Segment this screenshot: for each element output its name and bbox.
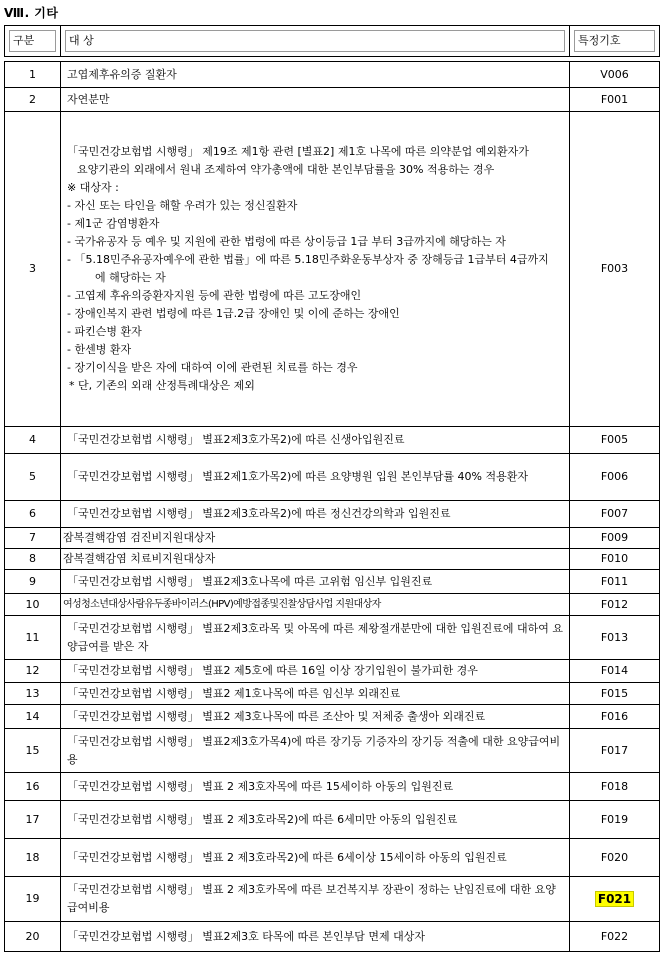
- row-target: 「국민건강보험법 시행령」 별표2제1호가목2)에 따른 요양병원 입원 본인부담률 40% 적용환자: [61, 454, 570, 501]
- row-number: 13: [5, 683, 61, 705]
- table-row: [5, 922, 660, 952]
- row-target: 「국민건강보험법 시행령」 별표 2 제3호자목에 따른 15세이하 아동의 입원진료: [61, 773, 570, 801]
- row-code: F017: [570, 729, 660, 773]
- row-target: 「국민건강보험법 시행령」 별표2제3호나목에 따른 고위험 임신부 입원진료: [61, 570, 570, 594]
- row-number: 16: [5, 773, 61, 801]
- row-target: 「국민건강보험법 시행령」 별표2제3호가목4)에 따른 장기등 기증자의 장기등 적출에 대한 요양급여비용: [61, 729, 570, 773]
- row-target: [61, 112, 570, 427]
- table-row: [5, 616, 660, 660]
- target-line: - 파킨슨병 환자: [67, 325, 142, 338]
- table-row: [5, 528, 660, 549]
- section-title: Ⅷ. 기타: [4, 6, 59, 20]
- table-row: [5, 62, 660, 88]
- target-line: - 국가유공자 등 예우 및 지원에 관한 법령에 따른 상이등급 1급 부터 3급까지에 해당하는 자: [67, 235, 506, 248]
- row-target: 「국민건강보험법 시행령」 별표2제3호라목 및 아목에 따른 제왕절개분만에 대한 입원진료에 대하여 요양급여를 받은 자: [61, 616, 570, 660]
- row-number: 20: [5, 922, 61, 952]
- table-row: [5, 454, 660, 501]
- row-code: F007: [570, 501, 660, 528]
- target-line: - 장애인복지 관련 법령에 따른 1급.2급 장애인 및 이에 준하는 장애인: [67, 307, 400, 320]
- row-target: 「국민건강보험법 시행령」 별표2 제5호에 따른 16일 이상 장기입원이 불가피한 경우: [61, 660, 570, 683]
- table-row: [5, 683, 660, 705]
- highlighted-code: F021: [595, 891, 634, 907]
- table-row: [5, 801, 660, 839]
- row-number: 1: [5, 62, 61, 88]
- target-line: - 장기이식을 받은 자에 대하여 이에 관련된 치료를 하는 경우: [67, 361, 358, 374]
- row-code: F001: [570, 88, 660, 112]
- row-number: 5: [5, 454, 61, 501]
- row-target: 「국민건강보험법 시행령」 별표2제3호라목2)에 따른 정신건강의학과 입원진료: [61, 501, 570, 528]
- table-row: [5, 839, 660, 877]
- table-row: [5, 660, 660, 683]
- row-number: 11: [5, 616, 61, 660]
- row-target: 고엽제후유의증 질환자: [61, 62, 570, 88]
- row-number: 4: [5, 427, 61, 454]
- target-line: - 제1군 감염병환자: [67, 217, 160, 230]
- table-row: [5, 112, 660, 427]
- row-number: 2: [5, 88, 61, 112]
- row-target: 자연분만: [61, 88, 570, 112]
- target-line: - 한센병 환자: [67, 343, 132, 356]
- row-target: 「국민건강보험법 시행령」 별표2제3호가목2)에 따른 신생아입원진료: [61, 427, 570, 454]
- target-line: * 단, 기존의 외래 산정특례대상은 제외: [69, 379, 255, 392]
- row-target: 「국민건강보험법 시행령」 별표2제3호 타목에 따른 본인부담 면제 대상자: [61, 922, 570, 952]
- target-line: 요양기관의 외래에서 원내 조제하여 약가총액에 대한 본인부담률을 30% 적용하는 경우: [77, 163, 495, 176]
- table-row: [5, 773, 660, 801]
- table-row: [5, 570, 660, 594]
- row-number: 15: [5, 729, 61, 773]
- target-line: - 고엽제 후유의증환자지원 등에 관한 법령에 따른 고도장애인: [67, 289, 362, 302]
- table-row: [5, 88, 660, 112]
- row-code: F013: [570, 616, 660, 660]
- row-number: 7: [5, 528, 61, 549]
- row-target: 「국민건강보험법 시행령」 별표2 제1호나목에 따른 임신부 외래진료: [61, 683, 570, 705]
- target-line: 「국민건강보험법 시행령」 제19조 제1항 관련 [별표2] 제1호 나목에 따른 의약분업 예외환자가: [67, 145, 529, 158]
- row-code: F010: [570, 549, 660, 570]
- row-code: [570, 877, 660, 922]
- row-code: F011: [570, 570, 660, 594]
- row-code: F009: [570, 528, 660, 549]
- target-line: ※ 대상자 :: [67, 181, 119, 194]
- row-target: 여성청소년대상사람유두종바이러스(HPV)예방접종및진찰상담사업 지원대상자: [61, 594, 570, 616]
- target-line: - 「5.18민주유공자예우에 관한 법률」에 따른 5.18민주화운동부상자 중 장해등급 1급부터 4급까지: [67, 253, 549, 266]
- table-row: [5, 549, 660, 570]
- row-number: 3: [5, 112, 61, 427]
- table-row: [5, 427, 660, 454]
- header-category: 구분: [5, 26, 61, 57]
- row-number: 8: [5, 549, 61, 570]
- row-code: F006: [570, 454, 660, 501]
- header-code: 특정기호: [570, 26, 660, 57]
- row-target: 잠복결핵감염 검진비지원대상자: [61, 528, 570, 549]
- row-number: 9: [5, 570, 61, 594]
- row-code: F003: [570, 112, 660, 427]
- table-row: [5, 729, 660, 773]
- row-number: 10: [5, 594, 61, 616]
- row-number: 6: [5, 501, 61, 528]
- table-row: [5, 594, 660, 616]
- row-number: 18: [5, 839, 61, 877]
- code-table: [4, 25, 660, 952]
- row-code: F020: [570, 839, 660, 877]
- row-number: 12: [5, 660, 61, 683]
- row-code: V006: [570, 62, 660, 88]
- row-target: 「국민건강보험법 시행령」 별표 2 제3호라목2)에 따른 6세미만 아동의 입원진료: [61, 801, 570, 839]
- row-target: 「국민건강보험법 시행령」 별표 2 제3호라목2)에 따른 6세이상 15세이하 아동의 입원진료: [61, 839, 570, 877]
- table-row: [5, 877, 660, 922]
- row-number: 19: [5, 877, 61, 922]
- target-line: - 자신 또는 타인을 해할 우려가 있는 정신질환자: [67, 199, 298, 212]
- row-target: 「국민건강보험법 시행령」 별표2 제3호나목에 따른 조산아 및 저체중 출생아 외래진료: [61, 705, 570, 729]
- row-code: F022: [570, 922, 660, 952]
- row-code: F014: [570, 660, 660, 683]
- row-code: F019: [570, 801, 660, 839]
- row-number: 14: [5, 705, 61, 729]
- row-target: 「국민건강보험법 시행령」 별표 2 제3호카목에 따른 보건복지부 장관이 정하는 난임진료에 대한 요양급여비용: [61, 877, 570, 922]
- row-code: F012: [570, 594, 660, 616]
- header-target: 대 상: [61, 26, 570, 57]
- row-code: F005: [570, 427, 660, 454]
- row-target: 잠복결핵감염 치료비지원대상자: [61, 549, 570, 570]
- row-code: F016: [570, 705, 660, 729]
- row-code: F015: [570, 683, 660, 705]
- table-row: [5, 501, 660, 528]
- row-code: F018: [570, 773, 660, 801]
- table-row: [5, 705, 660, 729]
- target-line: 에 해당하는 자: [95, 271, 166, 284]
- row-number: 17: [5, 801, 61, 839]
- table-header-row: [5, 26, 660, 57]
